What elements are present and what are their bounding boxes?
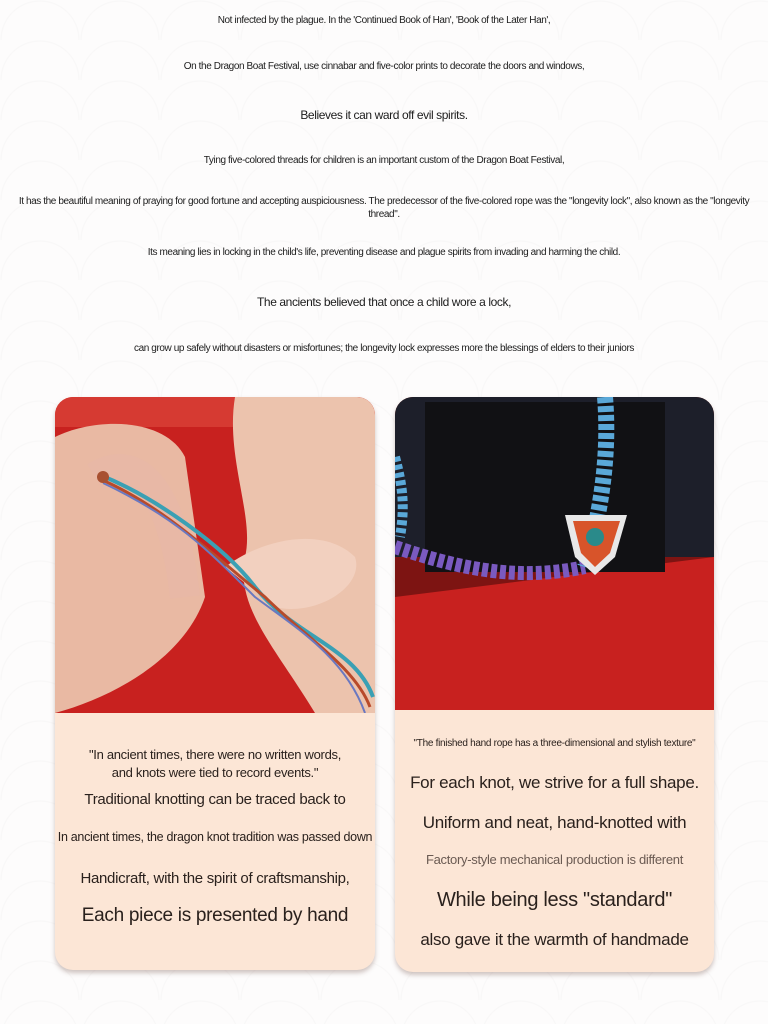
intro-line: Not infected by the plague. In the 'Continued Book of Han', 'Book of the Later Han', — [217, 15, 551, 26]
right-quote: "The finished hand rope has a three-dimensional and stylish texture" — [413, 738, 696, 749]
intro-line: It has the beautiful meaning of praying for good fortune and accepting auspiciousness. The predecessor of the five-colored rope was the "longevity lock", also known as the "longevity thread". — [18, 196, 750, 220]
braided-bracelet-photo — [395, 397, 714, 710]
hands-knotting-photo — [55, 397, 375, 713]
left-line: Traditional knotting can be traced back to — [84, 791, 346, 808]
intro-line: can grow up safely without disasters or misfortunes; the longevity lock expresses more the blessings of elders to their juniors — [133, 343, 635, 354]
left-line: In ancient times, the dragon knot tradition was passed down — [57, 830, 373, 844]
right-line: While being less "standard" — [436, 889, 673, 911]
right-line: Uniform and neat, hand-knotted with — [422, 813, 687, 832]
left-line: Each piece is presented by hand — [81, 905, 349, 926]
intro-line: Believes it can ward off evil spirits. — [300, 108, 468, 122]
left-card — [55, 397, 375, 970]
intro-line: Tying five-colored threads for children is an important custom of the Dragon Boat Festival, — [203, 155, 565, 166]
left-quote: "In ancient times, there were no written words, and knots were tied to record events." — [88, 747, 342, 780]
right-line: also gave it the warmth of handmade — [420, 930, 689, 949]
right-line: For each knot, we strive for a full shape. — [410, 773, 699, 792]
intro-line: On the Dragon Boat Festival, use cinnabar and five-color prints to decorate the doors and windows, — [183, 61, 585, 72]
intro-line: The ancients believed that once a child wore a lock, — [256, 295, 512, 309]
right-card — [395, 397, 714, 972]
intro-line: Its meaning lies in locking in the child's life, preventing disease and plague spirits from invading and harming the child. — [147, 247, 621, 258]
left-line: Handicraft, with the spirit of craftsmanship, — [80, 870, 350, 887]
right-line: Factory-style mechanical production is different — [425, 852, 684, 867]
